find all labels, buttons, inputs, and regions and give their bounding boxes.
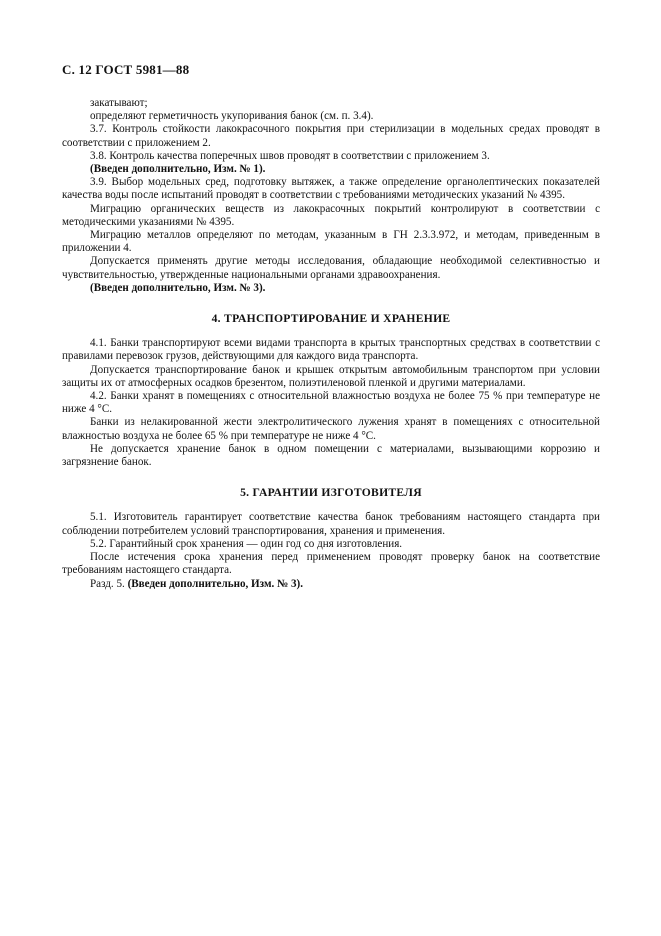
paragraph: Миграцию органических веществ из лакокрасочных покрытий контролируют в соответствии с методическими указаниями № 4395.: [62, 202, 600, 228]
paragraph: закатывают;: [90, 97, 148, 109]
paragraph-4-1: 4.1. Банки транспортируют всеми видами транспорта в крытых транспортных средствах в соответствии с правилами перевозок грузов, действующими для каждого вида транспорта.: [62, 337, 600, 363]
paragraph: Допускается применять другие методы исследования, обладающие необходимой селективностью и чувствительностью, утвержденные национальными органами здравоохранения.: [62, 255, 600, 281]
paragraph: Не допускается хранение банок в одном помещении с материалами, вызывающими коррозию и загрязнение банок.: [62, 442, 600, 469]
paragraph-3-7: 3.7. Контроль стойкости лакокрасочного покрытия при стерилизации в модельных средах проводят в соответствии с приложением 2.: [62, 123, 600, 149]
paragraph: определяют герметичность укупоривания банок (см. п. 3.4).: [90, 110, 374, 123]
section-heading-5: 5. ГАРАНТИИ ИЗГОТОВИТЕЛЯ: [240, 486, 422, 500]
page-content: [62, 97, 600, 591]
amendment-note: (Введен дополнительно, Изм. № 3).: [127, 577, 304, 590]
amendment-line: [62, 578, 600, 591]
section-reference: Разд. 5.: [90, 577, 125, 590]
paragraph-3-9: 3.9. Выбор модельных сред, подготовку вытяжек, а также определение органолептических показателей качества воды после испытаний проводят в соответствии с требованиями методических указаний № 4395.: [62, 176, 600, 202]
amendment-note: (Введен дополнительно, Изм. № 1).: [90, 163, 266, 176]
paragraph: Миграцию металлов определяют по методам, указанным в ГН 2.3.3.972, и методам, приведенным в приложении 4.: [62, 229, 600, 255]
paragraph-3-8: 3.8. Контроль качества поперечных швов проводят в соответствии с приложением 3.: [90, 149, 490, 162]
paragraph: После истечения срока хранения перед применением проводят проверку банок на соответствие требованиям настоящего стандарта.: [62, 551, 600, 577]
paragraph: Банки из нелакированной жести электролитического лужения хранят в помещениях с относительной влажностью воздуха не более 65 % при температуре не ниже 4 °С.: [62, 416, 600, 442]
section-heading-4: 4. ТРАНСПОРТИРОВАНИЕ И ХРАНЕНИЕ: [211, 312, 451, 326]
paragraph-5-2: 5.2. Гарантийный срок хранения — один год со дня изготовления.: [90, 537, 403, 550]
paragraph-4-2: 4.2. Банки хранят в помещениях с относительной влажностью воздуха не более 75 % при температуре не ниже 4 °С.: [62, 390, 600, 416]
paragraph: Допускается транспортирование банок и крышек открытым автомобильным транспортом при условии защиты их от атмосферных осадков брезентом, полиэтиленовой пленкой и другими материалами.: [62, 363, 600, 389]
paragraph-5-1: 5.1. Изготовитель гарантирует соответствие качества банок требованиям настоящего стандарта при соблюдении потребителем условий транспортирования, хранения и применения.: [62, 511, 600, 537]
amendment-note: (Введен дополнительно, Изм. № 3).: [90, 281, 266, 294]
page-header: С. 12 ГОСТ 5981—88: [62, 62, 190, 77]
